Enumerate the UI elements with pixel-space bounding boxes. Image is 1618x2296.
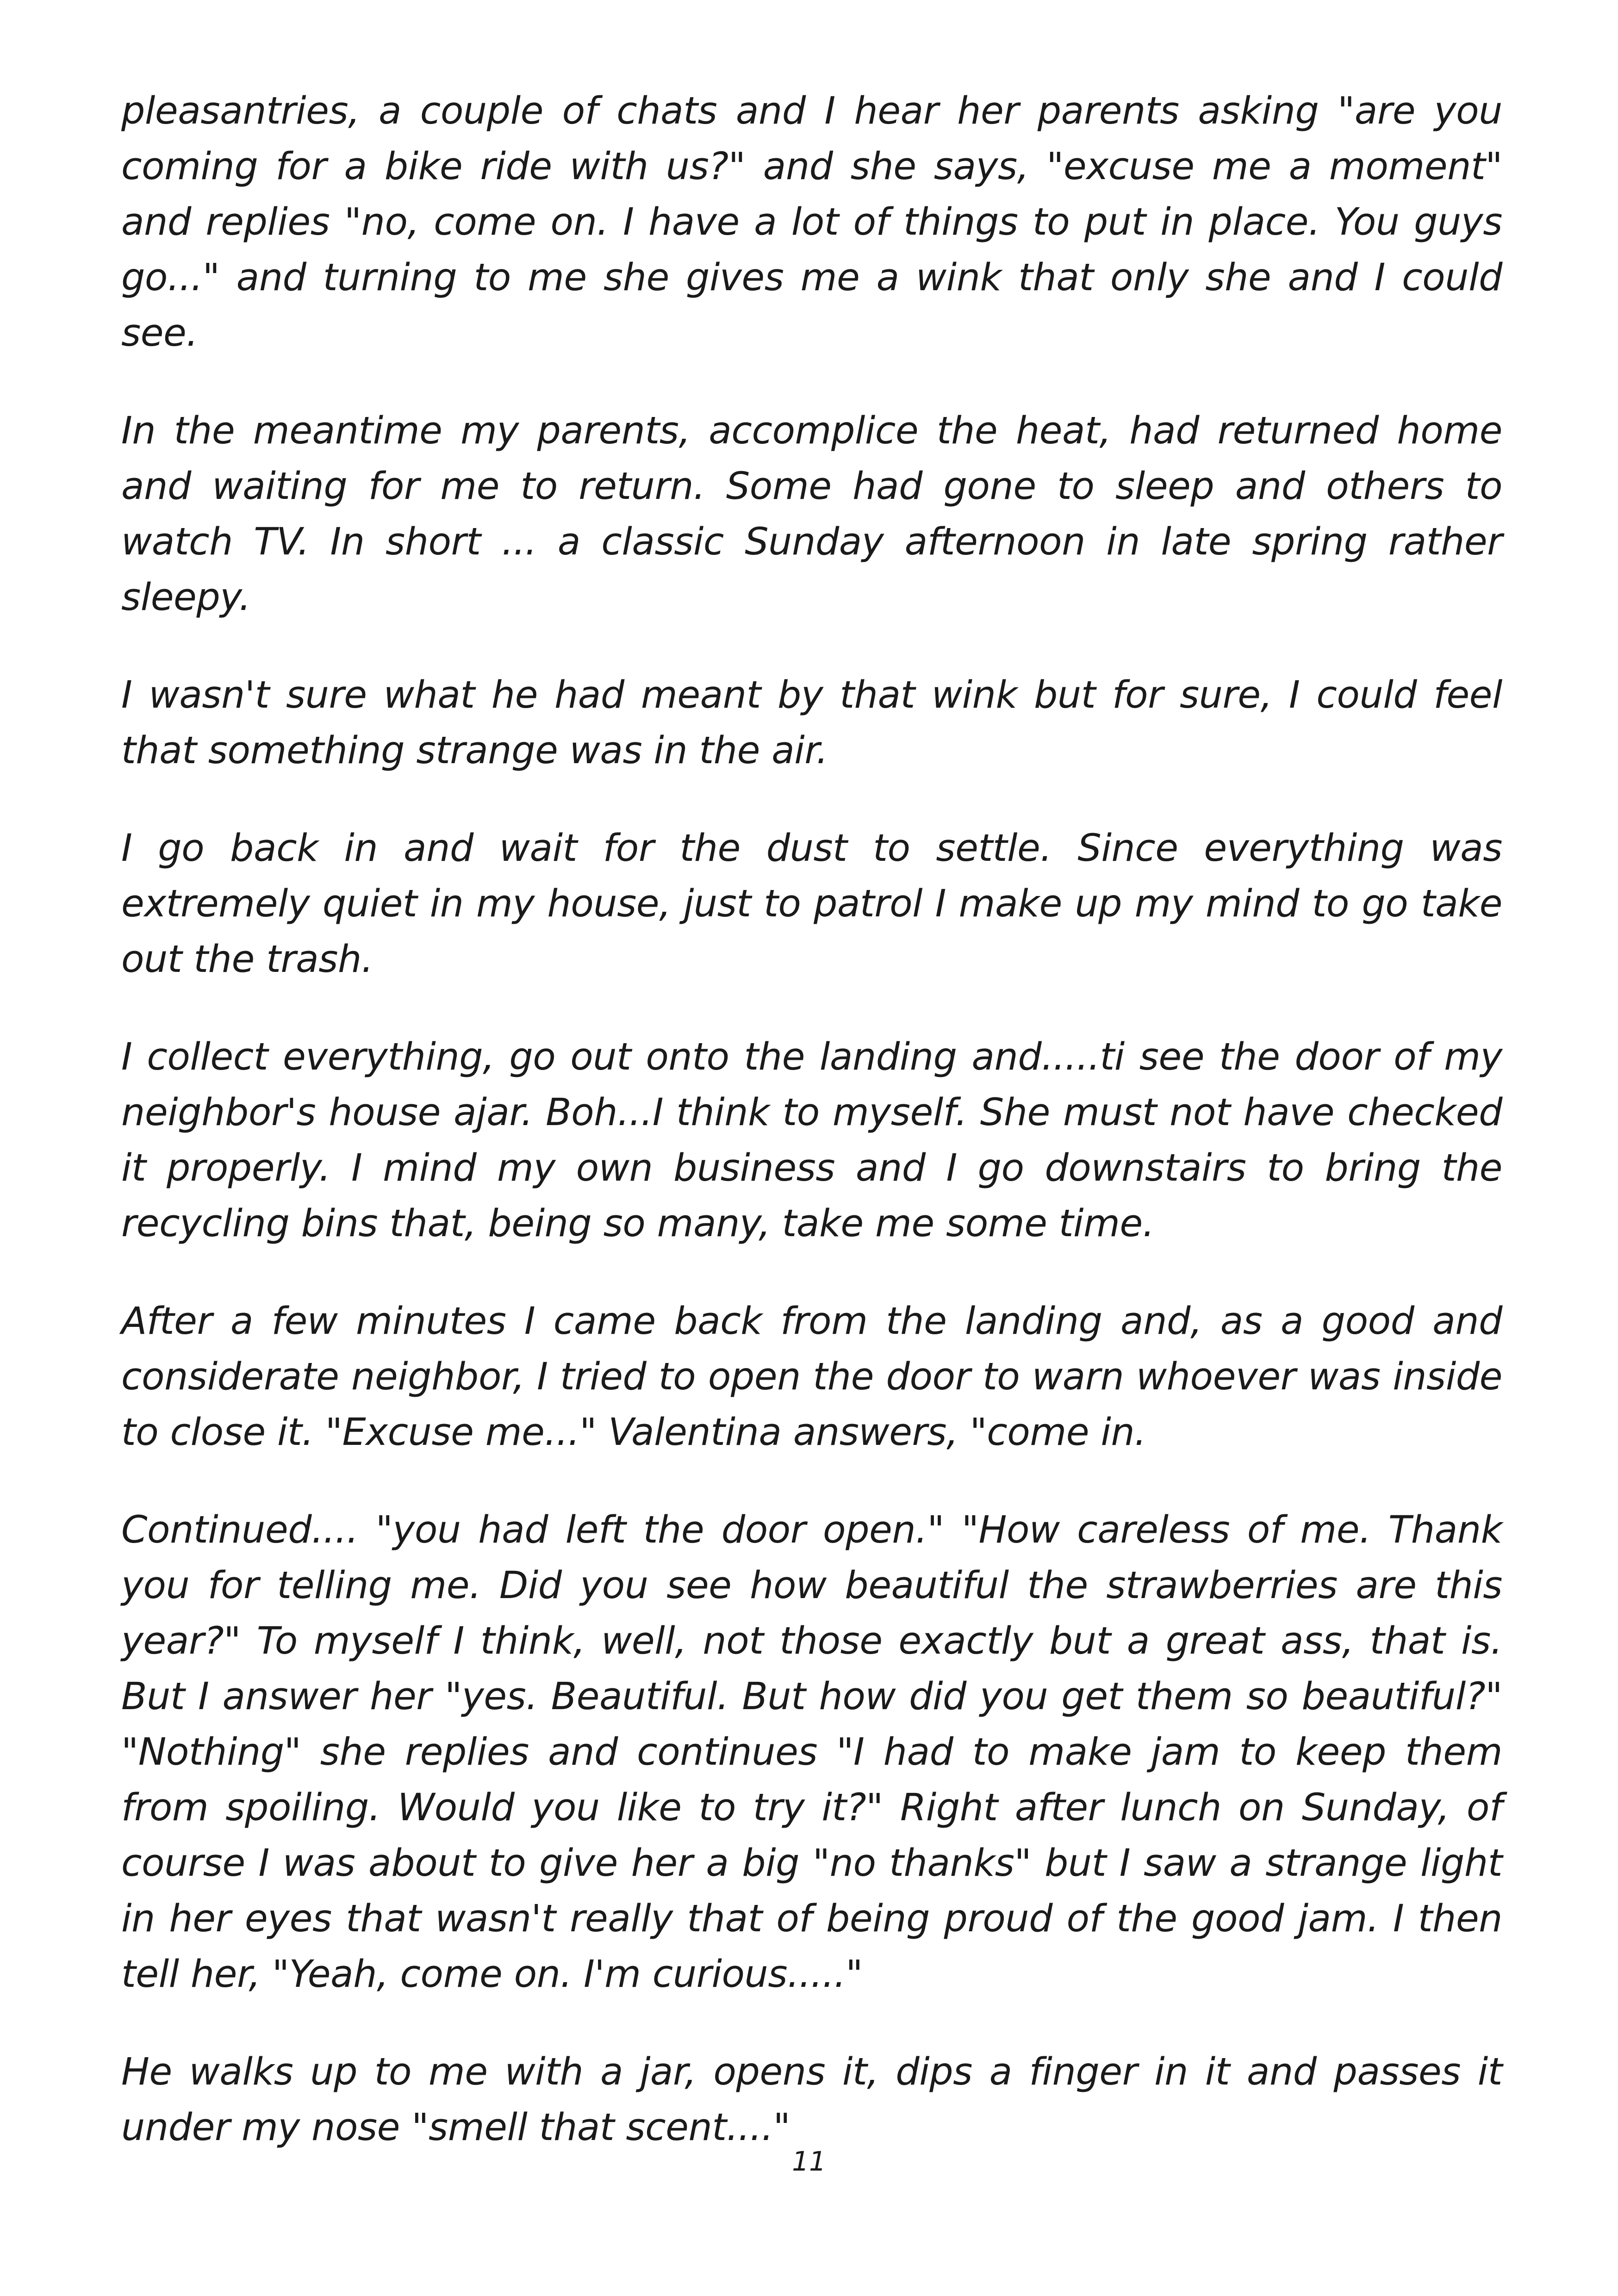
paragraph: I wasn't sure what he had meant by that wink but for sure, I could feel that something strange was in the air. xyxy=(121,673,1502,772)
paragraph: Continued.... "you had left the door open." "How careless of me. Thank you for telling me. Did you see how beautiful the strawberries are this year?" To myself I think, well, not those exactly but a great ass, that is. But I answer her "yes. Beautiful. But how did you get them so beautiful?" "Nothing" she replies and continues "I had to make jam to keep them from spoiling. Would you like to try it?" Right after lunch on Sunday, of course I was about to give her a big "no thanks" but I saw a strange light in her eyes that wasn't really that of being proud of the good jam. I then tell her, "Yeah, come on. I'm curious....." xyxy=(121,1508,1502,1996)
paragraph: He walks up to me with a jar, opens it, dips a finger in it and passes it under my nose "smell that scent...." xyxy=(121,2050,1502,2149)
text-body xyxy=(121,83,1502,2197)
paragraph: pleasantries, a couple of chats and I hear her parents asking "are you coming for a bike ride with us?" and she says, "excuse me a moment" and replies "no, come on. I have a lot of things to put in place. You guys go..." and turning to me she gives me a wink that only she and I could see. xyxy=(121,89,1502,355)
paragraph: In the meantime my parents, accomplice the heat, had returned home and waiting for me to return. Some had gone to sleep and others to watch TV. In short ... a classic Sunday afternoon in late spring rather sleepy. xyxy=(121,409,1502,619)
page-number: 11 xyxy=(792,2146,826,2177)
paragraph: After a few minutes I came back from the landing and, as a good and considerate neighbor, I tried to open the door to warn whoever was inside to close it. "Excuse me..." Valentina answers, "come in. xyxy=(121,1300,1502,1454)
paragraph: I collect everything, go out onto the landing and.....ti see the door of my neighbor's house ajar. Boh...I think to myself. She must not have checked it properly. I mind my own business and I go downstairs to bring the recycling bins that, being so many, take me some time. xyxy=(121,1035,1502,1245)
paragraph: I go back in and wait for the dust to settle. Since everything was extremely quiet in my house, just to patrol I make up my mind to go take out the trash. xyxy=(121,827,1502,981)
